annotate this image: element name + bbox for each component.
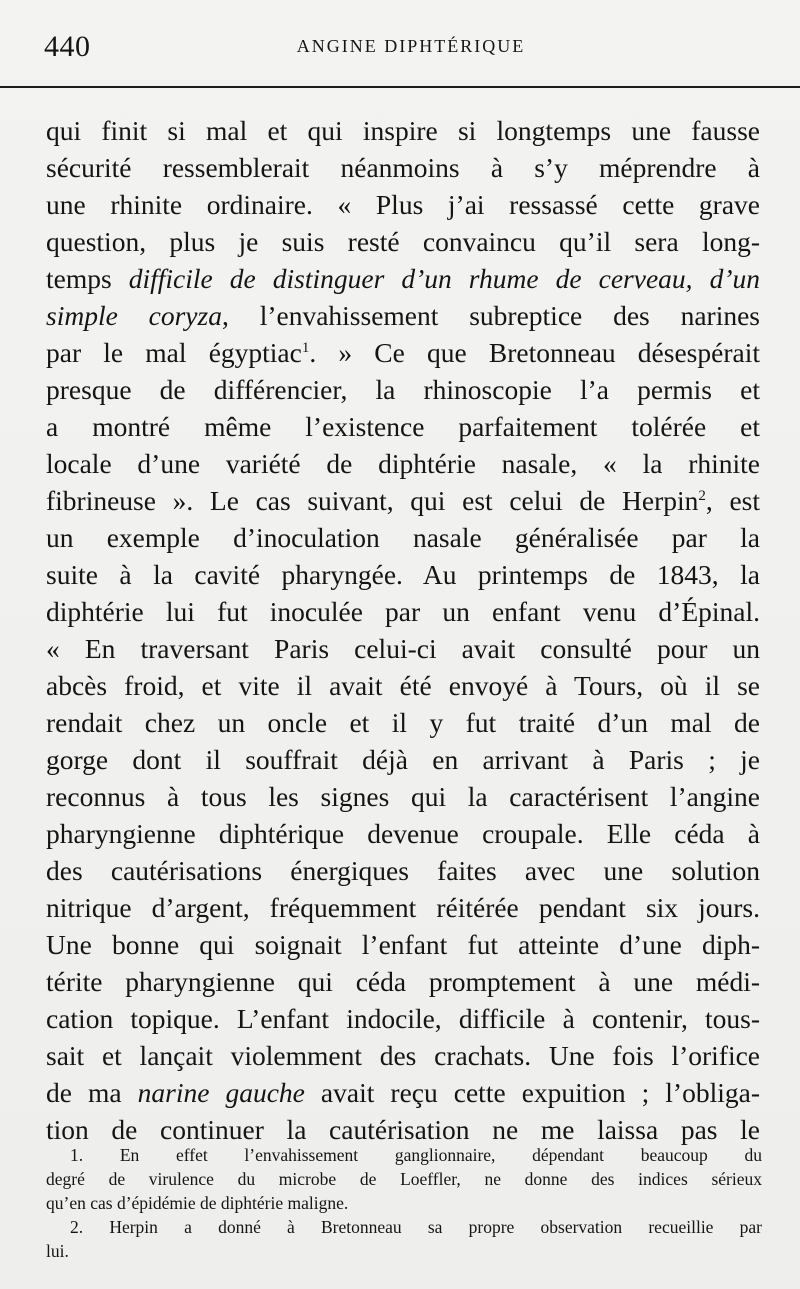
text-segment: qui finit si mal et qui inspire si longtemps une fausse: [46, 115, 760, 146]
text-segment: reconnus à tous les signes qui la caractérisent l’angine: [46, 781, 760, 812]
text-segment: térite pharyngienne qui céda promptement à une médi-: [46, 966, 760, 997]
header-rule: [0, 86, 800, 88]
text-line: [46, 963, 760, 1000]
text-line: [46, 519, 760, 556]
footnotes: [46, 1143, 762, 1263]
footnote-ref-1: 1: [301, 339, 310, 356]
text-line: [46, 334, 760, 371]
text-line: [46, 778, 760, 815]
text-line: [46, 556, 760, 593]
text-segment: . » Ce que Bretonneau désespérait: [309, 337, 760, 368]
text-line: [46, 889, 760, 926]
text-line: [46, 704, 760, 741]
italic-text-segment: narine gauche: [137, 1077, 305, 1108]
text-line: [46, 593, 760, 630]
text-segment: tion de continuer la cautérisation ne me laissa pas le: [46, 1114, 760, 1145]
text-segment: sécurité ressemblerait néanmoins à s’y méprendre à: [46, 152, 760, 183]
text-segment: cation topique. L’enfant indocile, difficile à contenir, tous-: [46, 1003, 760, 1034]
text-segment: pharyngienne diphtérique devenue croupale. Elle céda à: [46, 818, 760, 849]
text-segment: suite à la cavité pharyngée. Au printemps de 1843, la: [46, 559, 760, 590]
footnote-2-line: lui.: [46, 1241, 69, 1261]
text-line: [46, 852, 760, 889]
page-number: 440: [44, 30, 91, 63]
text-line: [46, 667, 760, 704]
text-line: [46, 186, 760, 223]
text-segment: fibrineuse ». Le cas suivant, qui est celui de Herpin: [46, 485, 699, 516]
text-line: [46, 1074, 760, 1111]
text-line: [46, 482, 760, 519]
text-line: [46, 630, 760, 667]
text-line: [46, 223, 760, 260]
footnote-ref-2: 2: [698, 487, 706, 504]
text-segment: temps: [46, 263, 129, 294]
text-segment: rendait chez un oncle et il y fut traité d’un mal de: [46, 707, 760, 738]
text-segment: abcès froid, et vite il avait été envoyé à Tours, où il se: [46, 670, 760, 701]
text-segment: sait et lançait violemment des crachats. Une fois l’orifice: [46, 1040, 760, 1071]
text-line: [46, 297, 760, 334]
text-line: [46, 112, 760, 149]
text-segment: nitrique d’argent, fréquemment réitérée pendant six jours.: [46, 892, 760, 923]
text-line: [46, 741, 760, 778]
footnote-1-line: qu’en cas d’épidémie de diphtérie maligne.: [46, 1193, 349, 1213]
text-line: [46, 1037, 760, 1074]
text-segment: avait reçu cette expuition ; l’obliga-: [304, 1077, 760, 1108]
text-line: [46, 926, 760, 963]
text-line: [46, 260, 760, 297]
running-title: ANGINE DIPHTÉRIQUE: [296, 36, 526, 56]
text-line: [46, 408, 760, 445]
text-line: [46, 815, 760, 852]
text-segment: Une bonne qui soignait l’enfant fut atteinte d’une diph-: [46, 929, 760, 960]
text-segment: par le mal égyptiac: [46, 337, 302, 368]
text-segment: des cautérisations énergiques faites avec une solution: [46, 855, 760, 886]
footnote-1-line: degré de virulence du microbe de Loeffler, ne donne des indices sérieux: [46, 1169, 762, 1189]
text-segment: diphtérie lui fut inoculée par un enfant venu d’Épinal.: [46, 596, 760, 627]
text-line: [46, 149, 760, 186]
italic-text-segment: simple coryza: [46, 300, 222, 331]
text-line: [46, 371, 760, 408]
running-head: [44, 0, 762, 78]
text-segment: un exemple d’inoculation nasale généralisée par la: [46, 522, 760, 553]
footnote-2-line: 2. Herpin a donné à Bretonneau sa propre observation recueillie par: [70, 1217, 762, 1237]
text-segment: , est: [705, 485, 760, 516]
main-text: [46, 112, 760, 1148]
italic-text-segment: difficile de distinguer d’un rhume de cerveau, d’un: [128, 263, 760, 294]
text-segment: presque de différencier, la rhinoscopie l’a permis et: [46, 374, 760, 405]
footnote-1-line: 1. En effet l’envahissement ganglionnaire, dépendant beaucoup du: [70, 1145, 762, 1165]
text-segment: de ma: [46, 1077, 138, 1108]
text-segment: locale d’une variété de diphtérie nasale, « la rhinite: [46, 448, 760, 479]
text-segment: , l’envahissement subreptice des narines: [221, 300, 760, 331]
text-line: [46, 1000, 760, 1037]
text-segment: a montré même l’existence parfaitement tolérée et: [46, 411, 760, 442]
text-segment: gorge dont il souffrait déjà en arrivant à Paris ; je: [46, 744, 760, 775]
text-segment: question, plus je suis resté convaincu qu’il sera long-: [46, 226, 760, 257]
text-segment: « En traversant Paris celui-ci avait consulté pour un: [46, 633, 760, 664]
text-line: [46, 445, 760, 482]
text-segment: une rhinite ordinaire. « Plus j’ai ressassé cette grave: [46, 189, 760, 220]
